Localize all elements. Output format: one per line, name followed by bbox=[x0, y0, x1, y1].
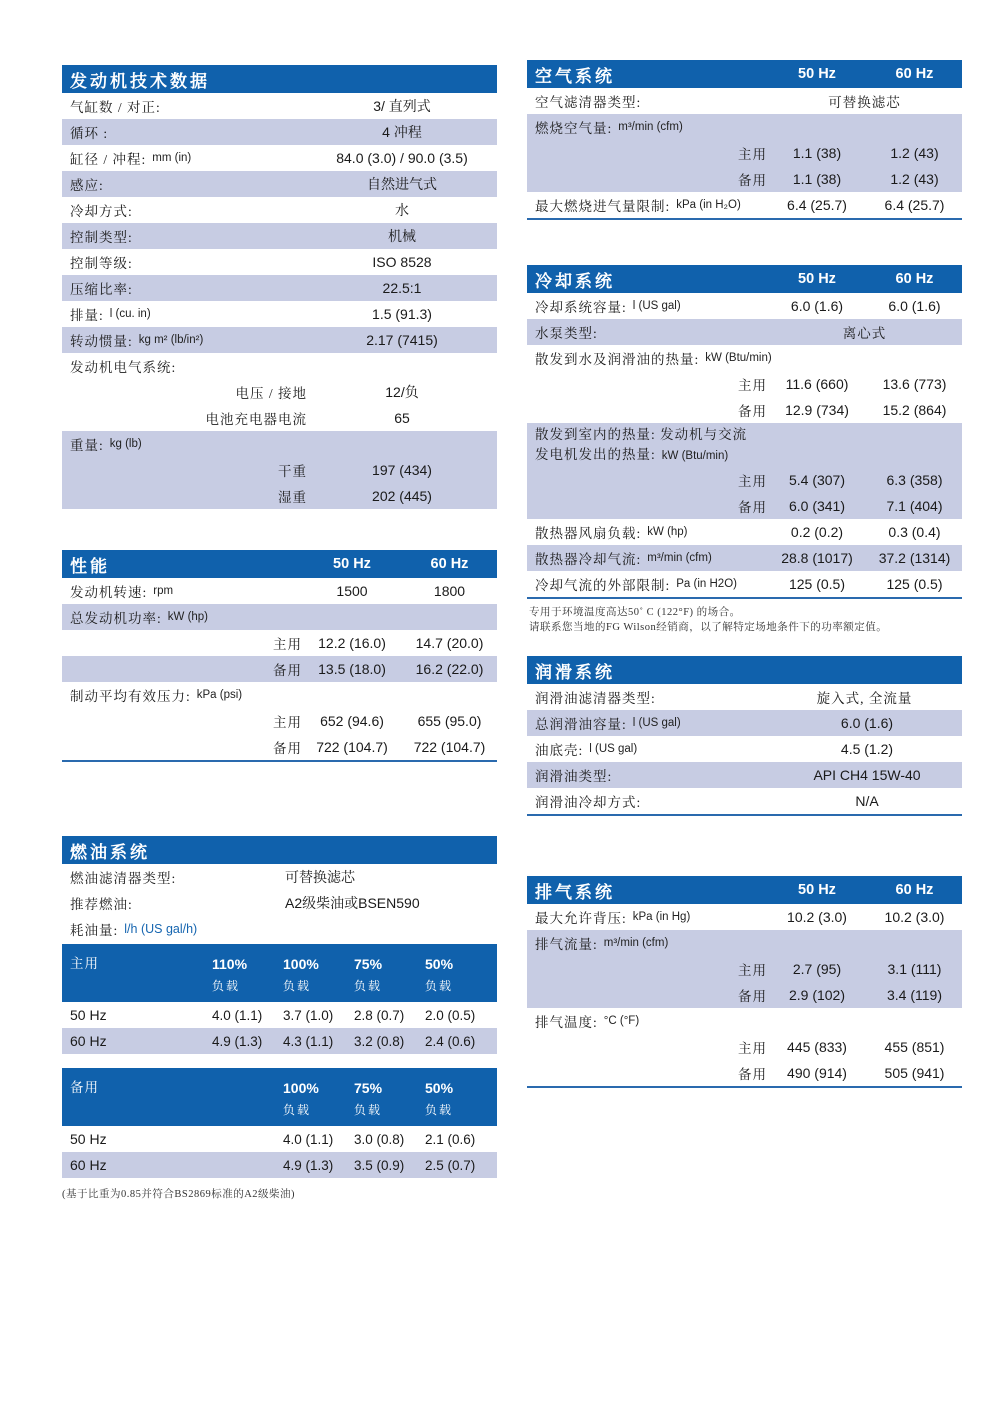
row-label: 空气滤清器类型: bbox=[535, 95, 642, 110]
fuel-table-corner: 备用 bbox=[70, 1080, 99, 1095]
row-unit: l (US gal) bbox=[632, 717, 681, 729]
row-value: 1.5 (91.3) bbox=[372, 306, 432, 322]
table-row bbox=[527, 519, 962, 545]
value-50hz: 1.1 (38) bbox=[792, 171, 842, 187]
row-label: 循环 : bbox=[70, 126, 109, 141]
row-label: 排气温度: bbox=[535, 1015, 598, 1030]
row-value: N/A bbox=[855, 793, 879, 809]
load-label: 负载 bbox=[425, 979, 454, 993]
subrow-label: 备用 bbox=[738, 500, 767, 515]
table-row bbox=[527, 736, 962, 762]
section-title: 空气系统 bbox=[535, 66, 615, 86]
table-row bbox=[62, 93, 497, 119]
table-row bbox=[62, 682, 497, 708]
row-label: 最大燃烧进气量限制: bbox=[535, 199, 671, 214]
fuel-prime-table-header bbox=[62, 944, 497, 1002]
row-label: 发动机转速: bbox=[70, 585, 148, 600]
table-row bbox=[527, 788, 962, 814]
load-label: 负载 bbox=[354, 1103, 383, 1117]
row-label: 最大允许背压: bbox=[535, 911, 627, 926]
section-air bbox=[527, 60, 962, 220]
load-percent: 100% bbox=[283, 956, 319, 972]
row-label: 燃烧空气量: bbox=[535, 121, 613, 136]
table-row bbox=[527, 545, 962, 571]
table-row bbox=[62, 301, 497, 327]
row-unit: l (US gal) bbox=[589, 743, 638, 755]
row-value: 可替换滤芯 bbox=[285, 869, 355, 885]
table-row bbox=[62, 630, 497, 656]
row-label: 排气流量: bbox=[535, 937, 598, 952]
row-label: 散发到室内的热量: 发动机与交流 bbox=[535, 426, 748, 442]
section-title: 排气系统 bbox=[535, 882, 615, 902]
row-unit: °C (°F) bbox=[603, 1015, 640, 1027]
cell-value: 3.5 (0.9) bbox=[354, 1157, 405, 1173]
table-row bbox=[527, 467, 962, 493]
table-row bbox=[527, 982, 962, 1008]
row-unit: Pa (in H2O) bbox=[676, 578, 737, 590]
value-60hz: 6.0 (1.6) bbox=[888, 298, 941, 314]
row-label: 散热器冷却气流: bbox=[535, 552, 642, 567]
value-50hz: 28.8 (1017) bbox=[781, 550, 853, 566]
row-label: 散发到水及润滑油的热量: bbox=[535, 352, 700, 367]
cell-value: 2.0 (0.5) bbox=[425, 1007, 476, 1023]
value-60hz: 6.4 (25.7) bbox=[884, 197, 945, 213]
section-divider bbox=[527, 814, 962, 816]
value-50hz: 6.4 (25.7) bbox=[787, 197, 847, 213]
table-row bbox=[527, 397, 962, 423]
value-60hz: 15.2 (864) bbox=[882, 402, 947, 418]
cell-value: 2.4 (0.6) bbox=[425, 1033, 476, 1049]
row-unit: kPa (in Hg) bbox=[632, 911, 691, 923]
subrow-label: 湿重 bbox=[278, 490, 307, 505]
table-row bbox=[62, 379, 497, 405]
cell-value: 4.3 (1.1) bbox=[283, 1033, 334, 1049]
section-divider bbox=[527, 218, 962, 220]
row-value: 84.0 (3.0) / 90.0 (3.5) bbox=[336, 150, 468, 166]
section-cooling bbox=[527, 265, 962, 635]
section-header bbox=[527, 656, 962, 684]
subrow-label: 干重 bbox=[278, 464, 307, 479]
table-row bbox=[62, 223, 497, 249]
section-header bbox=[527, 60, 962, 88]
table-row bbox=[62, 353, 497, 379]
section-performance bbox=[62, 550, 497, 762]
value-50hz: 490 (914) bbox=[787, 1065, 847, 1081]
table-row bbox=[527, 1034, 962, 1060]
column-header-50hz: 50 Hz bbox=[798, 271, 836, 287]
cell-value: 3.2 (0.8) bbox=[354, 1033, 405, 1049]
subrow-label: 备用 bbox=[738, 173, 767, 188]
row-value: 旋入式, 全流量 bbox=[816, 691, 913, 706]
value-50hz: 2.7 (95) bbox=[792, 961, 842, 977]
value-50hz: 722 (104.7) bbox=[316, 739, 388, 755]
value-50hz: 125 (0.5) bbox=[788, 576, 846, 592]
table-row bbox=[527, 710, 962, 736]
section-header bbox=[62, 550, 497, 578]
table-row bbox=[62, 1152, 497, 1178]
table-row bbox=[62, 1002, 497, 1028]
cell-value: 3.7 (1.0) bbox=[283, 1007, 334, 1023]
table-row bbox=[62, 483, 497, 509]
row-label: 水泵类型: bbox=[535, 326, 598, 341]
subrow-label: 备用 bbox=[738, 1067, 767, 1082]
value-50hz: 0.2 (0.2) bbox=[790, 524, 844, 540]
section-title: 冷却系统 bbox=[535, 271, 615, 291]
row-value: A2级柴油或BSEN590 bbox=[285, 895, 420, 911]
row-label: 油底壳: bbox=[535, 743, 584, 758]
fuel-footnote: (基于比重为0.85并符合BS2869标准的A2级柴油) bbox=[62, 1189, 296, 1200]
value-60hz: 7.1 (404) bbox=[886, 498, 943, 514]
row-unit: kg (lb) bbox=[109, 438, 142, 450]
value-60hz: 655 (95.0) bbox=[417, 713, 482, 729]
value-60hz: 722 (104.7) bbox=[413, 739, 486, 755]
row-label: 润滑油冷却方式: bbox=[535, 795, 642, 810]
table-row bbox=[62, 327, 497, 353]
row-label: 冷却方式: bbox=[70, 204, 133, 219]
left-column bbox=[62, 0, 497, 1201]
value-60hz: 3.1 (111) bbox=[887, 961, 942, 977]
value-50hz: 6.0 (341) bbox=[788, 498, 846, 514]
value-60hz: 505 (941) bbox=[884, 1065, 945, 1081]
load-label: 负载 bbox=[425, 1103, 454, 1117]
section-header bbox=[62, 65, 497, 93]
row-value: 离心式 bbox=[842, 326, 887, 341]
row-value: 机械 bbox=[388, 228, 416, 244]
row-label: 50 Hz bbox=[70, 1131, 107, 1147]
section-header bbox=[527, 265, 962, 293]
table-row bbox=[62, 197, 497, 223]
value-50hz: 12.9 (734) bbox=[785, 402, 849, 418]
row-label: 感应: bbox=[70, 178, 104, 193]
table-row bbox=[527, 956, 962, 982]
table-row bbox=[62, 604, 497, 630]
column-header-60hz: 60 Hz bbox=[430, 556, 469, 572]
table-row bbox=[527, 371, 962, 397]
cell-value: 2.8 (0.7) bbox=[354, 1007, 405, 1023]
load-percent: 50% bbox=[425, 1080, 454, 1096]
row-label: 推荐燃油: bbox=[70, 897, 133, 912]
fuel-table-corner: 主用 bbox=[70, 956, 99, 971]
row-label: 润滑油滤清器类型: bbox=[535, 691, 656, 706]
row-label: 冷却系统容量: bbox=[535, 300, 627, 315]
row-label: 排量: bbox=[70, 308, 104, 323]
cell-value: 4.0 (1.1) bbox=[212, 1007, 263, 1023]
section-lubrication bbox=[527, 656, 962, 816]
value-60hz: 125 (0.5) bbox=[886, 576, 943, 592]
subrow-label: 主用 bbox=[273, 637, 302, 652]
section-divider bbox=[527, 1086, 962, 1088]
value-50hz: 5.4 (307) bbox=[788, 472, 846, 488]
value-60hz: 13.6 (773) bbox=[882, 376, 947, 392]
row-label: 耗油量: bbox=[70, 923, 119, 938]
row-value: 22.5:1 bbox=[382, 280, 422, 296]
table-row bbox=[62, 119, 497, 145]
table-row bbox=[62, 708, 497, 734]
row-label: 制动平均有效压力: bbox=[70, 689, 191, 704]
table-row bbox=[62, 864, 497, 890]
table-row bbox=[62, 578, 497, 604]
table-row bbox=[62, 1126, 497, 1152]
column-header-50hz: 50 Hz bbox=[333, 556, 371, 572]
value-50hz: 2.9 (102) bbox=[788, 987, 846, 1003]
value-50hz: 1.1 (38) bbox=[792, 145, 842, 161]
value-60hz: 10.2 (3.0) bbox=[884, 909, 945, 925]
table-row bbox=[527, 166, 962, 192]
row-value: 12/负 bbox=[385, 384, 419, 400]
row-value: 65 bbox=[394, 410, 410, 426]
section-title: 性能 bbox=[70, 556, 110, 576]
value-60hz: 1.2 (43) bbox=[890, 145, 939, 161]
cell-value: 2.5 (0.7) bbox=[425, 1157, 476, 1173]
row-label: 气缸数 / 对正: bbox=[70, 100, 161, 115]
row-value: 4.5 (1.2) bbox=[840, 741, 894, 757]
row-unit: kPa (in H₂O) bbox=[676, 199, 741, 211]
value-60hz: 6.3 (358) bbox=[886, 472, 943, 488]
row-label: 润滑油类型: bbox=[535, 769, 613, 784]
section-title: 燃油系统 bbox=[70, 842, 150, 862]
section-header bbox=[62, 836, 497, 864]
row-label: 控制等级: bbox=[70, 256, 133, 271]
value-60hz: 0.3 (0.4) bbox=[888, 524, 941, 540]
table-row bbox=[62, 734, 497, 760]
value-60hz: 37.2 (1314) bbox=[878, 550, 951, 566]
value-50hz: 11.6 (660) bbox=[785, 376, 849, 392]
row-label: 压缩比率: bbox=[70, 282, 133, 297]
load-label: 负载 bbox=[354, 979, 383, 993]
value-60hz: 16.2 (22.0) bbox=[415, 661, 484, 677]
value-50hz: 6.0 (1.6) bbox=[790, 298, 844, 314]
table-row bbox=[527, 293, 962, 319]
subrow-label: 主用 bbox=[738, 147, 767, 162]
subrow-label: 主用 bbox=[738, 963, 767, 978]
row-unit: kg m² (lb/in²) bbox=[138, 334, 204, 346]
table-row bbox=[527, 140, 962, 166]
table-row bbox=[527, 762, 962, 788]
subrow-label: 电压 / 接地 bbox=[235, 386, 307, 401]
table-row bbox=[527, 493, 962, 519]
load-percent: 50% bbox=[425, 956, 454, 972]
section-divider bbox=[62, 760, 497, 762]
row-label: 60 Hz bbox=[70, 1033, 107, 1049]
cell-value: 4.0 (1.1) bbox=[283, 1131, 334, 1147]
cooling-footnote-1: 专用于环境温度高达50˚ C (122°F) 的场合。 bbox=[529, 607, 741, 618]
value-50hz: 12.2 (16.0) bbox=[318, 635, 386, 651]
row-unit: l (cu. in) bbox=[109, 308, 151, 320]
row-unit: m³/min (cfm) bbox=[618, 121, 683, 133]
section-header bbox=[527, 876, 962, 904]
table-row bbox=[62, 249, 497, 275]
subrow-label: 主用 bbox=[273, 715, 302, 730]
table-row bbox=[62, 275, 497, 301]
row-value: API CH4 15W-40 bbox=[813, 767, 921, 783]
subrow-label: 备用 bbox=[738, 404, 767, 419]
row-label: 重量: bbox=[70, 438, 104, 453]
table-row bbox=[527, 684, 962, 710]
row-unit: l (US gal) bbox=[632, 300, 681, 312]
column-header-60hz: 60 Hz bbox=[895, 271, 934, 287]
subrow-label: 备用 bbox=[273, 663, 302, 678]
cell-value: 4.9 (1.3) bbox=[212, 1033, 263, 1049]
table-row bbox=[527, 345, 962, 371]
row-value: 3/ 直列式 bbox=[373, 98, 431, 114]
table-row bbox=[62, 1028, 497, 1054]
value-50hz: 652 (94.6) bbox=[320, 713, 384, 729]
table-row bbox=[62, 431, 497, 457]
table-row bbox=[62, 890, 497, 916]
row-unit: l/h (US gal/h) bbox=[124, 922, 198, 936]
table-row bbox=[62, 405, 497, 431]
load-label: 负载 bbox=[212, 979, 241, 993]
row-label: 50 Hz bbox=[70, 1007, 107, 1023]
row-unit: kW (hp) bbox=[167, 611, 209, 623]
load-label: 负载 bbox=[283, 1103, 312, 1117]
row-label: 总发动机功率: bbox=[70, 611, 162, 626]
row-unit: kPa (psi) bbox=[196, 689, 243, 701]
load-percent: 75% bbox=[354, 1080, 383, 1096]
table-row bbox=[527, 423, 962, 467]
table-row bbox=[527, 930, 962, 956]
subrow-label: 主用 bbox=[738, 1041, 767, 1056]
value-50hz: 445 (833) bbox=[787, 1039, 847, 1055]
table-row bbox=[62, 656, 497, 682]
row-label: 发动机电气系统: bbox=[70, 360, 177, 375]
cell-value: 3.0 (0.8) bbox=[354, 1131, 405, 1147]
value-60hz: 3.4 (119) bbox=[887, 987, 942, 1003]
row-value: 4 冲程 bbox=[382, 124, 422, 140]
subrow-label: 备用 bbox=[738, 989, 767, 1004]
row-label: 散热器风扇负载: bbox=[535, 526, 642, 541]
load-percent: 75% bbox=[354, 956, 383, 972]
table-row bbox=[527, 319, 962, 345]
column-header-60hz: 60 Hz bbox=[895, 66, 934, 82]
value-60hz: 1.2 (43) bbox=[890, 171, 939, 187]
load-percent: 110% bbox=[212, 956, 248, 972]
row-value: 202 (445) bbox=[372, 488, 432, 504]
row-unit: kW (Btu/min) bbox=[705, 352, 772, 364]
table-row bbox=[527, 1060, 962, 1086]
load-percent: 100% bbox=[283, 1080, 319, 1096]
cooling-footnote-2: 请联系您当地的FG Wilson经销商，以了解特定场地条件下的功率额定值。 bbox=[529, 622, 888, 633]
section-fuel bbox=[62, 836, 497, 1201]
subrow-label: 主用 bbox=[738, 474, 767, 489]
column-header-50hz: 50 Hz bbox=[798, 66, 836, 82]
row-label: 60 Hz bbox=[70, 1157, 107, 1173]
row-unit: mm (in) bbox=[152, 152, 192, 164]
table-row bbox=[527, 114, 962, 140]
table-row bbox=[527, 192, 962, 218]
row-value: 6.0 (1.6) bbox=[840, 715, 894, 731]
cell-value: 2.1 (0.6) bbox=[425, 1131, 476, 1147]
column-header-50hz: 50 Hz bbox=[798, 882, 836, 898]
row-value: 可替换滤芯 bbox=[828, 95, 901, 110]
row-label: 总润滑油容量: bbox=[535, 717, 627, 732]
row-unit: kW (hp) bbox=[647, 526, 688, 538]
right-column bbox=[527, 0, 962, 1088]
row-label: 控制类型: bbox=[70, 230, 133, 245]
row-label: 转动惯量: bbox=[70, 334, 133, 349]
subrow-label: 电池充电器电流 bbox=[205, 412, 307, 427]
value-60hz: 14.7 (20.0) bbox=[415, 635, 484, 651]
cell-value: 4.9 (1.3) bbox=[283, 1157, 334, 1173]
row-unit: m³/min (cfm) bbox=[647, 552, 712, 564]
row-label: 冷却气流的外部限制: bbox=[535, 578, 671, 593]
table-row bbox=[62, 457, 497, 483]
value-50hz: 13.5 (18.0) bbox=[318, 661, 386, 677]
subrow-label: 备用 bbox=[273, 741, 302, 756]
row-unit: rpm bbox=[153, 585, 174, 597]
row-label: 燃油滤清器类型: bbox=[70, 871, 177, 886]
table-row bbox=[62, 145, 497, 171]
table-row bbox=[527, 88, 962, 114]
section-title: 发动机技术数据 bbox=[70, 71, 210, 91]
table-row bbox=[527, 571, 962, 597]
section-title: 润滑系统 bbox=[535, 662, 615, 682]
column-header-60hz: 60 Hz bbox=[895, 882, 934, 898]
table-row bbox=[62, 171, 497, 197]
value-50hz: 10.2 (3.0) bbox=[787, 909, 847, 925]
value-60hz: 455 (851) bbox=[884, 1039, 945, 1055]
fuel-standby-table-header bbox=[62, 1068, 497, 1126]
row-value: 197 (434) bbox=[372, 462, 432, 478]
section-engine-data bbox=[62, 65, 497, 509]
value-50hz: 1500 bbox=[336, 583, 368, 599]
load-label: 负载 bbox=[283, 979, 312, 993]
row-label: 发电机发出的热量: bbox=[535, 446, 656, 462]
subrow-label: 主用 bbox=[738, 378, 767, 393]
row-value: 2.17 (7415) bbox=[366, 332, 438, 348]
section-exhaust bbox=[527, 876, 962, 1088]
row-value: 水 bbox=[395, 202, 409, 218]
row-unit: kW (Btu/min) bbox=[661, 449, 729, 462]
table-row bbox=[527, 1008, 962, 1034]
row-unit: m³/min (cfm) bbox=[603, 937, 669, 949]
table-row bbox=[527, 904, 962, 930]
table-row bbox=[62, 916, 497, 942]
row-value: ISO 8528 bbox=[372, 254, 432, 270]
row-label: 缸径 / 冲程: bbox=[70, 152, 147, 167]
value-60hz: 1800 bbox=[433, 583, 466, 599]
row-value: 自然进气式 bbox=[367, 176, 437, 192]
